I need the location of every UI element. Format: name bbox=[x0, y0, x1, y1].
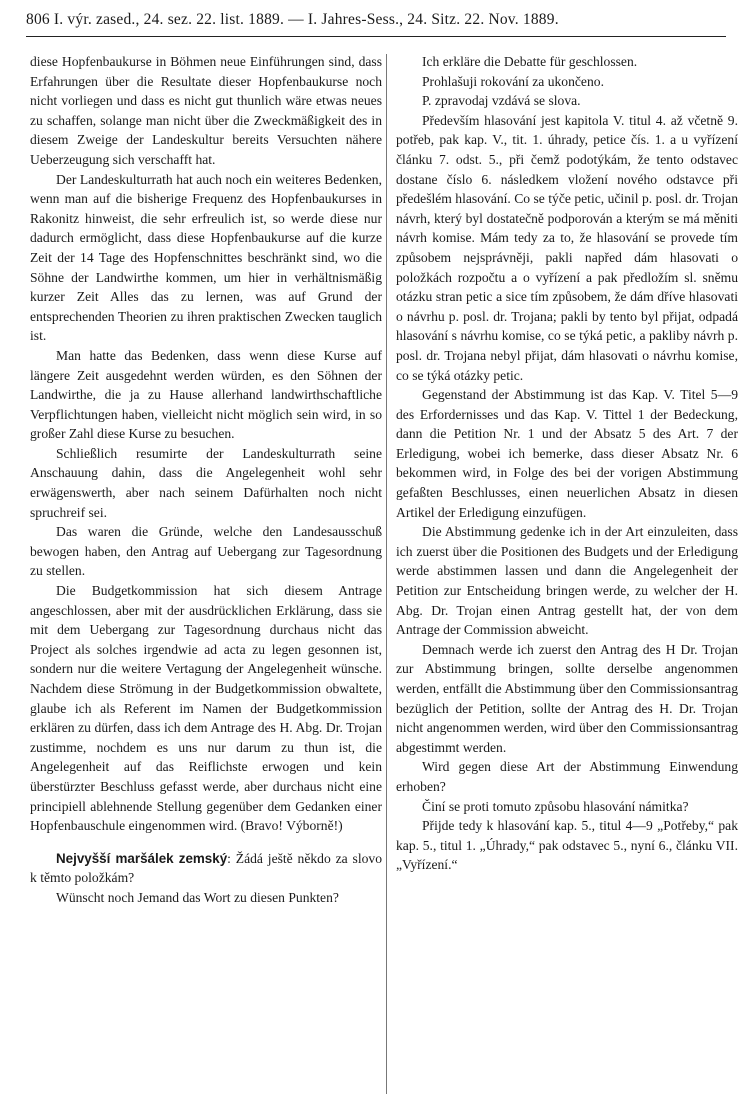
speaker-name: Nejvyšší maršálek zemský bbox=[56, 850, 228, 866]
left-paragraph-2: Der Landeskulturrath hat auch noch ein weiteres Bedenken, wenn man auf die bisherige Frequenz des Hopfenbaukurses in Rakonitz hinweist, die sehr erfreulich ist, so werde diese nur dadurch ermöglicht, dass diese Hopfenbaukurse auf die kurze Zeit der 14 Tage des Hopfenschnittes beschränkt sind, wo die Söhne der Landwirthe kommen, um hier in verhältnismäßig kurzer Zeit Alles das zu lernen, was auf Grund der entsprechenden Theorien zu ihren praktischen Zwecken tauglich ist. bbox=[30, 171, 382, 344]
spacer bbox=[30, 836, 382, 849]
right-paragraph-10: Přijde tedy k hlasování kap. 5., titul 4—9 „Potřeby,“ pak kap. 5., titul 1. „Úhrady,“ pak odstavec 5., nyní 6., článku VII. „Vyřízení.“ bbox=[396, 818, 738, 873]
header-rule bbox=[26, 36, 726, 37]
left-paragraph-1: diese Hopfenbaukurse in Böhmen neue Einführungen sind, dass Erfahrungen über die Resultate dieser Hopfenbaukurse noch nicht vorliegen und dass es nicht gut thunlich wäre etwas neues zu schaffen, solange man nicht über die Zweckmäßigkeit des in diesem Zweige der Landeskultur bereits Versuchten nähere Ueberzeugung sich verschafft hat. bbox=[30, 54, 382, 167]
right-paragraph-6: Die Abstimmung gedenke ich in der Art einzuleiten, dass ich zuerst über die Positionen des Budgets und der Erledigung werde abstimmen lassen und dann die Angelegenheit der Petition zur Entscheidung bringen werde, zu welcher der H. Abg. Dr. Trojan einen Antrag gestellt hat, der von dem Antrage der Commission abweicht. bbox=[396, 524, 738, 638]
column-divider bbox=[386, 54, 387, 1094]
right-paragraph-5: Gegenstand der Abstimmung ist das Kap. V. Titel 5—9 des Erfordernisses und das Kap. V. Tittel 1 der Bedeckung, dann die Petition Nr. 1 und der Absatz 5 des Art. 7 der Erledigung, wobei ich bemerke, dass dieser Absatz Nr. 6 bekommen wird, in Folge des bei der vorigen Abstimmung gefaßten Beschlusses, einen neuerlichen Absatz in diesen Artikel der Erledigung einzufügen. bbox=[396, 387, 738, 520]
running-header: 806 I. výr. zased., 24. sez. 22. list. 1889. — I. Jahres-Sess., 24. Sitz. 22. Nov. 1889. bbox=[26, 11, 559, 28]
right-paragraph-9: Činí se proti tomuto způsobu hlasování námitka? bbox=[422, 798, 689, 814]
speaker-question-german: Wünscht noch Jemand das Wort zu diesen Punkten? bbox=[56, 889, 339, 905]
right-paragraph-8: Wird gegen diese Art der Abstimmung Einwendung erhoben? bbox=[396, 759, 738, 794]
right-paragraph-4: Především hlasování jest kapitola V. titul 4. až včetně 9. potřeb, pak kap. V., tit. 1. úhrady, petice čís. 1. a u vyřízení článku 7. odst. 5., při čemž podotýkám, že tento odstavec dostane číslo 6. následkem vložení nového odstavce při předešlém hlasování. Co se týče petic, učinil p. posl. dr. Trojan návrh, který byl dostatečně podporován a kterým se má měniti návrh komise. Mám tedy za to, že hlasování se provede tím způsobem nejsprávněji, pakli napřed dám hlasovati o položkách rozpočtu a o vyřízení a pak předložím sl. sněmu otázku stran petic a sice tím způsobem, že dám dříve hlasovati o návrhu p. posl. dr. Trojana; pakli by tento byl přijat, odpadá hlasování s návrhu komise, co se týká petic, a pakliby návrh p. posl. dr. Trojana nebyl přijat, dám hlasovati o návrhu komise, co se týká otázky petic. bbox=[396, 112, 738, 383]
right-paragraph-1: Ich erkläre die Debatte für geschlossen. bbox=[422, 54, 638, 69]
right-paragraph-7: Demnach werde ich zuerst den Antrag des H Dr. Trojan zur Abstimmung bringen, sollte derselbe angenommen werden, entfällt die Abstimmung über den Commissionsantrag bezüglich der Petition, sollte der Antrag des H. Dr. Trojan nicht angenommen werden, wird über den Commissionsantrag abgestimmt werden. bbox=[396, 641, 738, 755]
right-paragraph-3: P. zpravodaj vzdává se slova. bbox=[422, 93, 581, 109]
left-column bbox=[30, 52, 382, 908]
left-paragraph-3: Man hatte das Bedenken, dass wenn diese Kurse auf längere Zeit ausgedehnt werden würden, es den Söhnen der Landwirthe, die ja zu Hause allerhand landwirthschaftliche Verpflichtungen haben, vielleicht nicht möglich sein wird, in so großer Zahl diese Kurse zu besuchen. bbox=[30, 347, 382, 442]
right-column bbox=[396, 52, 738, 875]
right-paragraph-2: Prohlašuji rokování za ukončeno. bbox=[422, 73, 604, 89]
speaker-question-czech: : Žádá ještě někdo za slovo k těmto položkám? bbox=[30, 850, 382, 886]
left-paragraph-4: Schließlich resumirte der Landeskulturrath seine Anschauung dahin, dass die Angelegenheit wohl sehr erwägenswerth, aber nach seinem Dafürhalten noch nicht spruchreif sei. bbox=[30, 445, 382, 520]
speaker-paragraph bbox=[30, 849, 382, 888]
left-paragraph-6: Die Budgetkommission hat sich diesem Antrage angeschlossen, aber mit der ausdrücklichen Erklärung, dass sie mit dem Uebergang zur Tagesordnung durchaus nicht das Project als solches irgendwie ad acta zu legen gesonnen ist, sondern nur die weitere Vertagung der Angelegenheit wünsche. Nachdem diese Strömung in der Budgetkommission obwaltete, glaube ich als Referent im Namen der Budgetkommission erklären zu dürfen, dass ich dem Antrage des H. Abg. Dr. Trojan zustimme, nochdem es uns nur darum zu thun ist, die Angelegenheit auf das Reiflichste erwogen und kein überstürzter Beschluss gefasst werde, aber durchaus nicht eine principiell ablehnende Stellung gegenüber dem Gedanken einer Hopfenbauschule eingenommen wird. (Bravo! Výborně!) bbox=[30, 583, 382, 834]
left-paragraph-5: Das waren die Gründe, welche den Landesausschuß bewogen haben, den Antrag auf Uebergang zur Tagesordnung zu stellen. bbox=[30, 524, 382, 579]
